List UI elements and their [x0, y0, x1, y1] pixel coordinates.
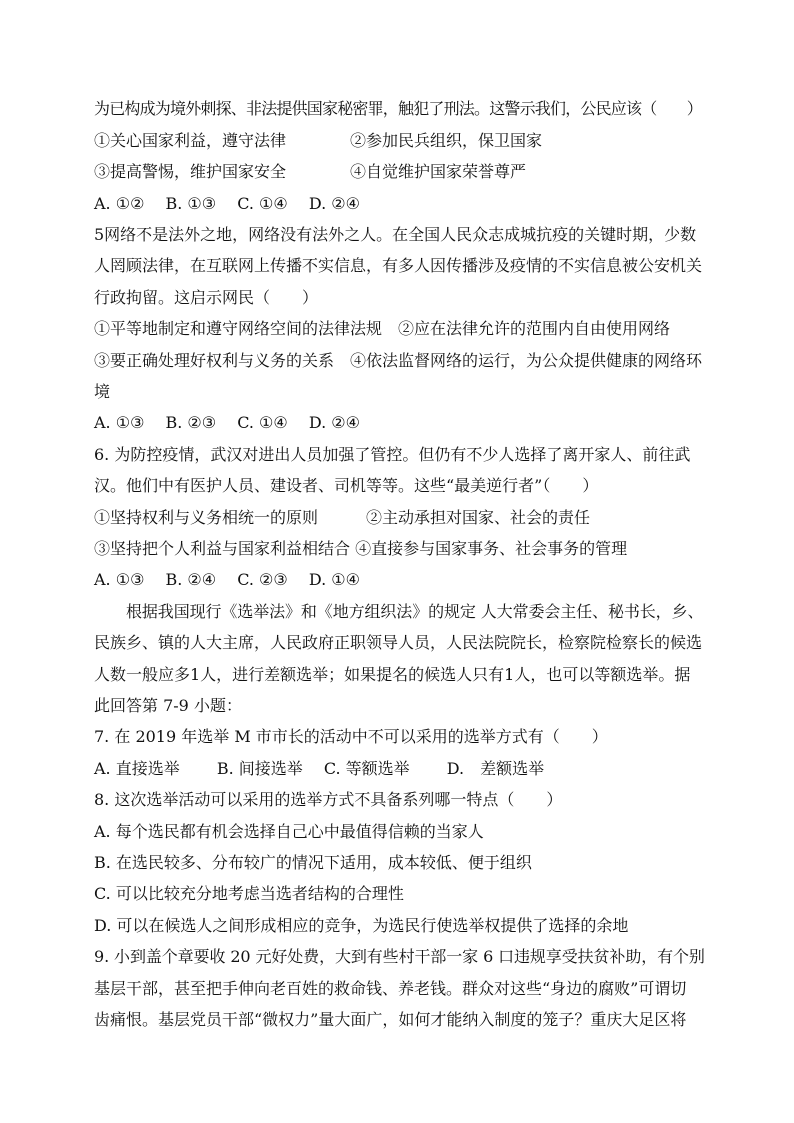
question-4-options-3-4: ③提高警惕，维护国家安全 ④自觉维护国家荣誉尊严	[94, 162, 527, 181]
question-6-stem-line-1: 6. 为防控疫情，武汉对进出人员加强了管控。但仍有不少人选择了离开家人、前往武	[94, 445, 691, 464]
question-5-stem-line-3: 行政拘留。这启示网民（ ）	[94, 288, 319, 307]
question-5-options-1-2: ①平等地制定和遵守网络空间的法律法规 ②应在法律允许的范围内自由使用网络	[94, 319, 671, 338]
question-5-stem-line-1: 5网络不是法外之地，网络没有法外之人。在全国人民众志成城抗疫的关键时期，少数	[94, 225, 697, 244]
material-paragraph-line-3: 人数一般应多1人，进行差额选举；如果提名的候选人只有1人，也可以等额选举。据	[94, 665, 691, 684]
material-paragraph-line-1: 根据我国现行《选举法》和《地方组织法》的规定 人大常委会主任、秘书长，乡、	[126, 602, 704, 621]
question-6-options-3-4: ③坚持把个人利益与国家利益相结合 ④直接参与国家事务、社会事务的管理	[94, 539, 628, 558]
question-5-options-3-4: ③要正确处理好权利与义务的关系 ④依法监督网络的运行，为公众提供健康的网络环	[94, 351, 703, 370]
question-5-stem-line-2: 人罔顾法律，在互联网上传播不实信息，有多人因传播涉及疫情的不实信息被公安机关	[94, 256, 703, 275]
question-4-stem-end: 为已构成为境外刺探、非法提供国家秘密罪，触犯了刑法。这警示我们，公民应该（ ）	[94, 99, 703, 118]
question-8-option-b: B. 在选民较多、分布较广的情况下适用，成本较低、便于组织	[94, 853, 532, 872]
question-6-stem-line-2: 汉。他们中有医护人员、建设者、司机等等。这些“最美逆行者”（ ）	[94, 476, 599, 495]
question-8-stem: 8. 这次选举活动可以采用的选举方式不具备系列哪一特点（ ）	[94, 790, 563, 809]
question-9-stem-line-3: 齿痛恨。基层党员干部“微权力”量大面广，如何才能纳入制度的笼子？重庆大足区将	[94, 1010, 687, 1029]
material-paragraph-line-2: 民族乡、镇的人大主席，人民政府正职领导人员，人民法院院长，检察院检察长的候选	[94, 633, 703, 652]
question-9-stem-line-2: 基层干部，甚至把手伸向老百姓的救命钱、养老钱。群众对这些“身边的腐败”可谓切	[94, 979, 687, 998]
question-8-option-a: A. 每个选民都有机会选择自己心中最值得信赖的当家人	[94, 822, 484, 841]
question-7-stem: 7. 在 2019 年选举 M 市市长的活动中不可以采用的选举方式有（ ）	[94, 727, 608, 746]
question-5-options-wrap: 境	[94, 382, 111, 401]
question-6-options-1-2: ①坚持权利与义务相统一的原则 ②主动承担对国家、社会的责任	[94, 508, 591, 527]
question-5-answers: A. ①③ B. ②③ C. ①④ D. ②④	[94, 413, 360, 432]
question-7-answers: A. 直接选举 B. 间接选举 C. 等额选举 D. 差额选举	[94, 759, 545, 778]
question-4-answers: A. ①② B. ①③ C. ①④ D. ②④	[94, 194, 360, 213]
question-9-stem-line-1: 9. 小到盖个章要收 20 元好处费，大到有些村干部一家 6 口违规享受扶贫补助，有个别	[94, 947, 705, 966]
material-paragraph-line-4: 此回答第 7-9 小题：	[94, 696, 242, 715]
question-8-option-c: C. 可以比较充分地考虑当选者结构的合理性	[94, 884, 404, 903]
question-6-answers: A. ①③ B. ②④ C. ②③ D. ①④	[94, 570, 360, 589]
question-4-options-1-2: ①关心国家利益，遵守法律 ②参加民兵组织，保卫国家	[94, 131, 543, 150]
question-8-option-d: D. 可以在候选人之间形成相应的竞争，为选民行使选举权提供了选择的余地	[94, 916, 629, 935]
